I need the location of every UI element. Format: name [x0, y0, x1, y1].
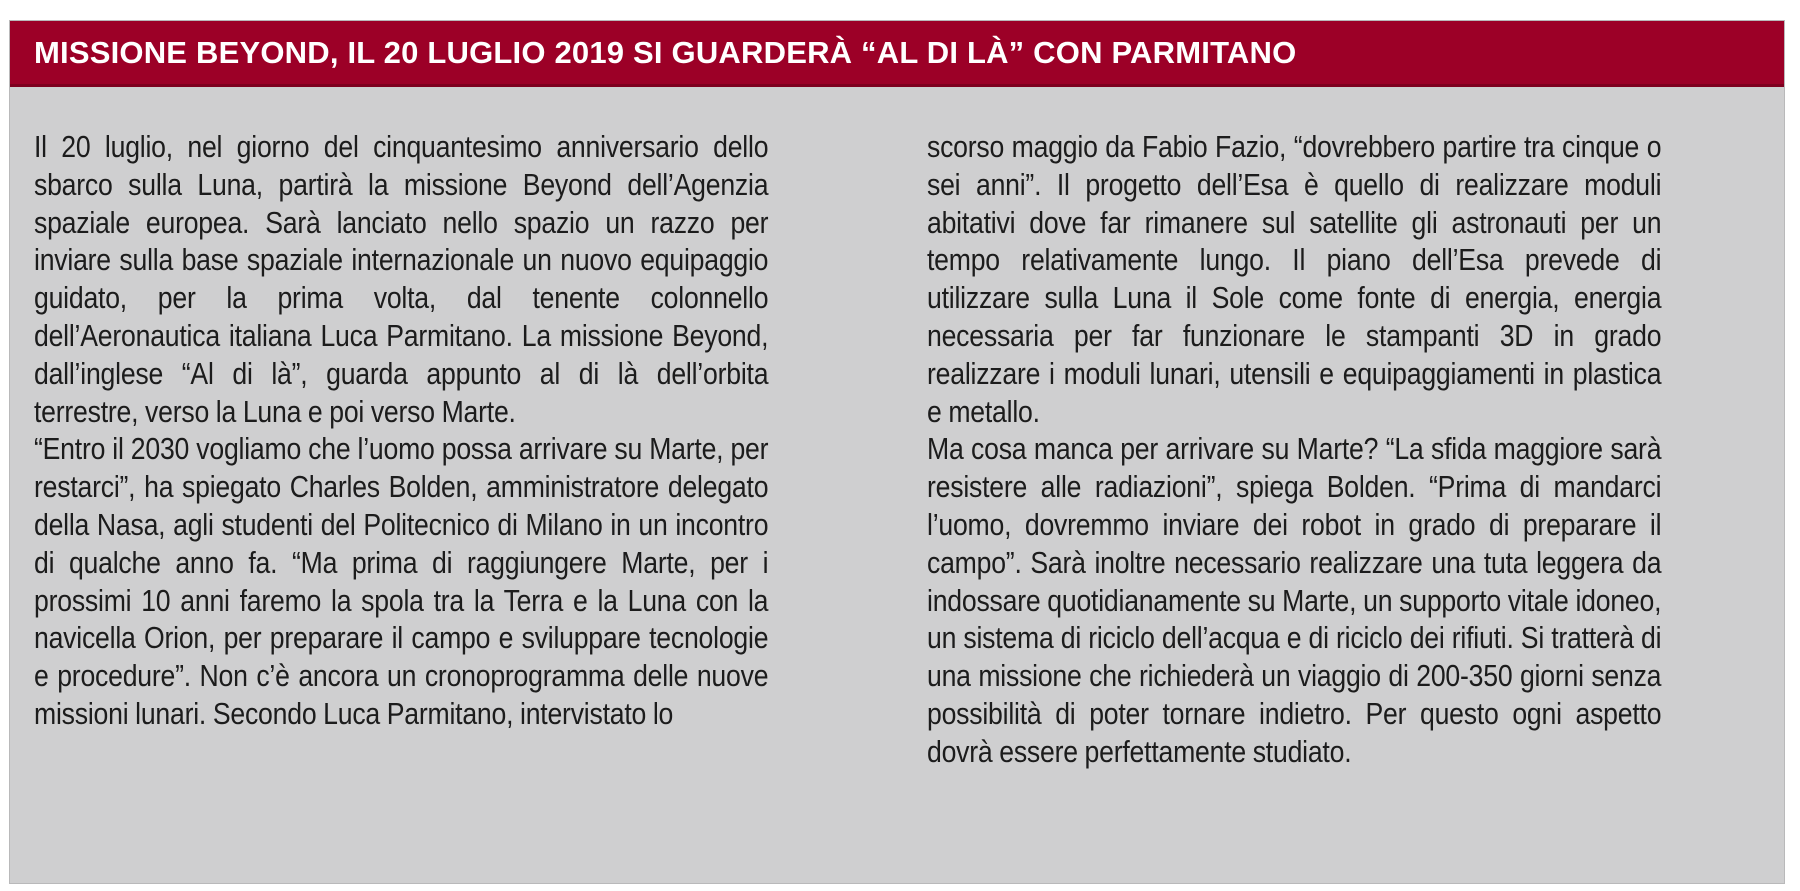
article-paragraph: Il 20 luglio, nel giorno del cinquantesimo anniversario dello sbarco sulla Luna, partirà la missione Beyond dell’Agenzia spaziale europea. Sarà lanciato nello spazio un razzo per inviare sulla base spaziale internazionale un nuovo equipaggio guidato, per la prima volta, dal tenente colonnello dell’Aeronautica italiana Luca Parmitano. La missione Beyond, dall’inglese “Al di là”, guarda appunto al di là dell’orbita terrestre, verso la Luna e poi verso Marte.: [34, 130, 769, 429]
article-box: [9, 20, 1785, 884]
article-column-left: [34, 129, 768, 734]
article-paragraph: “Entro il 2030 vogliamo che l’uomo possa arrivare su Marte, per restarci”, ha spiegato Charles Bolden, amministratore delegato della Nasa, agli studenti del Politecnico di Milano in un incontro di qualche anno fa. “Ma prima di raggiungere Marte, per i prossimi 10 anni faremo la spola tra la Terra e la Luna con la navicella Orion, per preparare il campo e sviluppare tecnologie e procedure”. Non c’è ancora un cronoprogramma delle nuove missioni lunari. Secondo Luca Parmitano, intervistato lo: [34, 432, 769, 731]
article-title: MISSIONE BEYOND, IL 20 LUGLIO 2019 SI GUARDERÀ “AL DI LÀ” CON PARMITANO: [34, 35, 1297, 70]
article-paragraph: Ma cosa manca per arrivare su Marte? “La sfida maggiore sarà resistere alle radiazioni”, spiega Bolden. “Prima di mandarci l’uomo, dovremmo inviare dei robot in grado di preparare il campo”. Sarà inoltre necessario realizzare una tuta leggera da indossare quotidianamente su Marte, un supporto vitale idoneo, un sistema di riciclo dell’acqua e di riciclo dei rifiuti. Si tratterà di una missione che richiederà un viaggio di 200-350 giorni senza possibilità di poter tornare indietro. Per questo ogni aspetto dovrà essere perfettamente studiato.: [927, 432, 1662, 769]
article-header-bar: [10, 21, 1784, 87]
article-column-right: [927, 129, 1661, 772]
article-paragraph: scorso maggio da Fabio Fazio, “dovrebbero partire tra cinque o sei anni”. Il progetto dell’Esa è quello di realizzare moduli abitativi dove far rimanere sul satellite gli astronauti per un tempo relativamente lungo. Il piano dell’Esa prevede di utilizzare sulla Luna il Sole come fonte di energia, energia necessaria per far funzionare le stampanti 3D in grado realizzare i moduli lunari, utensili e equipaggiamenti in plastica e metallo.: [927, 130, 1662, 429]
